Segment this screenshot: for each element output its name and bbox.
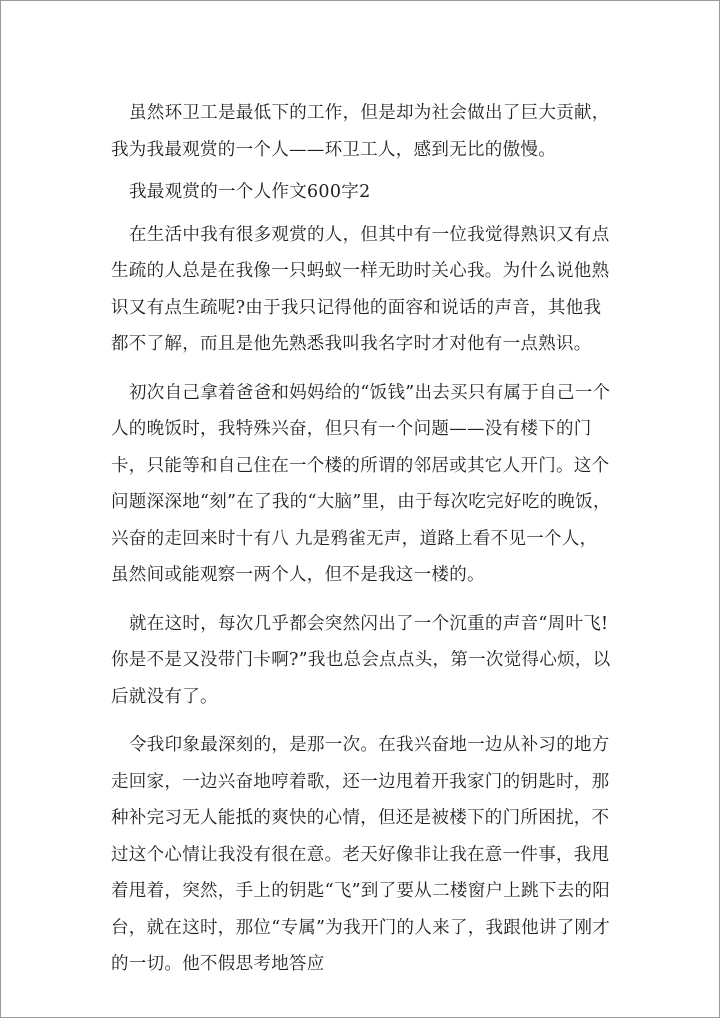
paragraph-2: 在生活中我有很多观赏的人，但其中有一位我觉得熟识又有点生疏的人总是在我像一只蚂蚁一样无助时关心我。为什么说他熟识又有点生疏呢?由于我只记得他的面容和说话的声音，其他我都不了解，而且是他先熟悉我叫我名字时才对他有一点熟识。: [111, 224, 610, 354]
document-body: [111, 95, 615, 983]
essay-heading: 我最观赏的一个人作文600字2: [129, 182, 371, 202]
paragraph-5: 令我印象最深刻的，是那一次。在我兴奋地一边从补习的地方走回家，一边兴奋地哼着歌，还一边甩着开我家门的钥匙时，那种补完习无人能抵的爽快的心情，但还是被楼下的门所困扰，不过这个心情让我没有很在意。老天好像非让我在意一件事，我甩着甩着，突然，手上的钥匙“飞”到了要从二楼窗户上跳下去的阳台，就在这时，那位“专属”为我开门的人来了，我跟他讲了刚才的一切。他不假思考地答应: [111, 735, 611, 974]
paragraph-3: 初次自己拿着爸爸和妈妈给的“饭钱”出去买只有属于自己一个人的晚饭时，我特殊兴奋，但只有一个问题——没有楼下的门卡，只能等和自己住在一个楼的所谓的邻居或其它人开门。这个问题深深地“刻”在了我的“大脑”里，由于每次吃完好吃的晚饭，兴奋的走回来时十有八 九是鸦雀无声，道路上看不见一个人，虽然间或能观察一两个人，但不是我这一楼的。: [111, 382, 611, 585]
paragraph-1: 虽然环卫工是最低下的工作，但是却为社会做出了巨大贡献，我为我最观赏的一个人——环卫工人，感到无比的傲慢。: [111, 103, 610, 160]
paragraph-4: 就在这时，每次几乎都会突然闪出了一个沉重的声音“周叶飞!你是不是又没带门卡啊?”我也总会点点头，第一次觉得心烦，以后就没有了。: [111, 613, 611, 707]
